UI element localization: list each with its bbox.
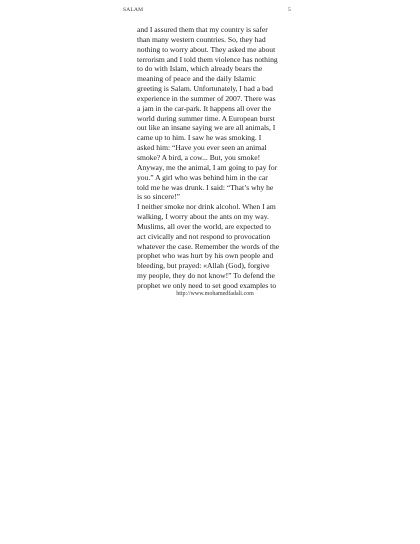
footer-url: http://www.mohamedfadali.com <box>176 291 254 297</box>
text-line: meaning of peace and the daily Islamic <box>137 74 256 84</box>
text-line: prophet we only need to set good examples to <box>137 280 277 290</box>
running-head-title: SALAM <box>123 7 144 13</box>
text-line: Anyway, me the animal, I am going to pay for <box>137 162 278 172</box>
text-line: you.” A girl who was behind him in the car <box>137 172 268 182</box>
text-line: nothing to worry about. They asked me about <box>137 44 276 54</box>
text-line: prophet who was hurt by his own people and <box>137 251 274 261</box>
text-line: my people, they do not know!” To defend the <box>137 271 275 281</box>
text-line: terrorism and I told them violence has nothing <box>137 54 278 64</box>
text-line: experience in the summer of 2007. There was <box>137 93 276 103</box>
text-line: to do with Islam, which already bears the <box>137 64 263 74</box>
text-line: out like an insane saying we are all animals, I <box>137 123 276 133</box>
text-line: walking, I worry about the ants on my way. <box>137 212 269 222</box>
text-line: is so sincere!” <box>137 192 181 202</box>
text-line: told me he was drunk. I said: “That’s why he <box>137 182 274 192</box>
text-line: smoke? A bird, a cow... But, you smoke! <box>137 152 261 162</box>
body-text <box>137 25 293 291</box>
text-line: asked him: “Have you ever seen an animal <box>137 143 267 153</box>
text-line: greeting is Salam. Unfortunately, I had a bad <box>137 84 273 94</box>
running-head <box>123 7 291 17</box>
text-line: bleeding, but prayed: «Allah (God), forgive <box>137 261 270 271</box>
text-line: a jam in the car-park. It happens all over the <box>137 103 271 113</box>
text-line: Muslims, all over the world, are expected to <box>137 221 271 231</box>
text-line: whatever the case. Remember the words of the <box>137 241 280 251</box>
text-line: and I assured them that my country is safer <box>137 25 268 34</box>
text-line: I neither smoke nor drink alcohol. When I am <box>137 202 276 212</box>
text-line: than many western countries. So, they had <box>137 34 266 44</box>
page-number: 5 <box>288 7 291 13</box>
text-line: world during summer time. A European burst <box>137 113 275 123</box>
text-line: act civically and not respond to provocation <box>137 231 271 241</box>
text-line: came up to him. I saw he was smoking. I <box>137 133 262 143</box>
